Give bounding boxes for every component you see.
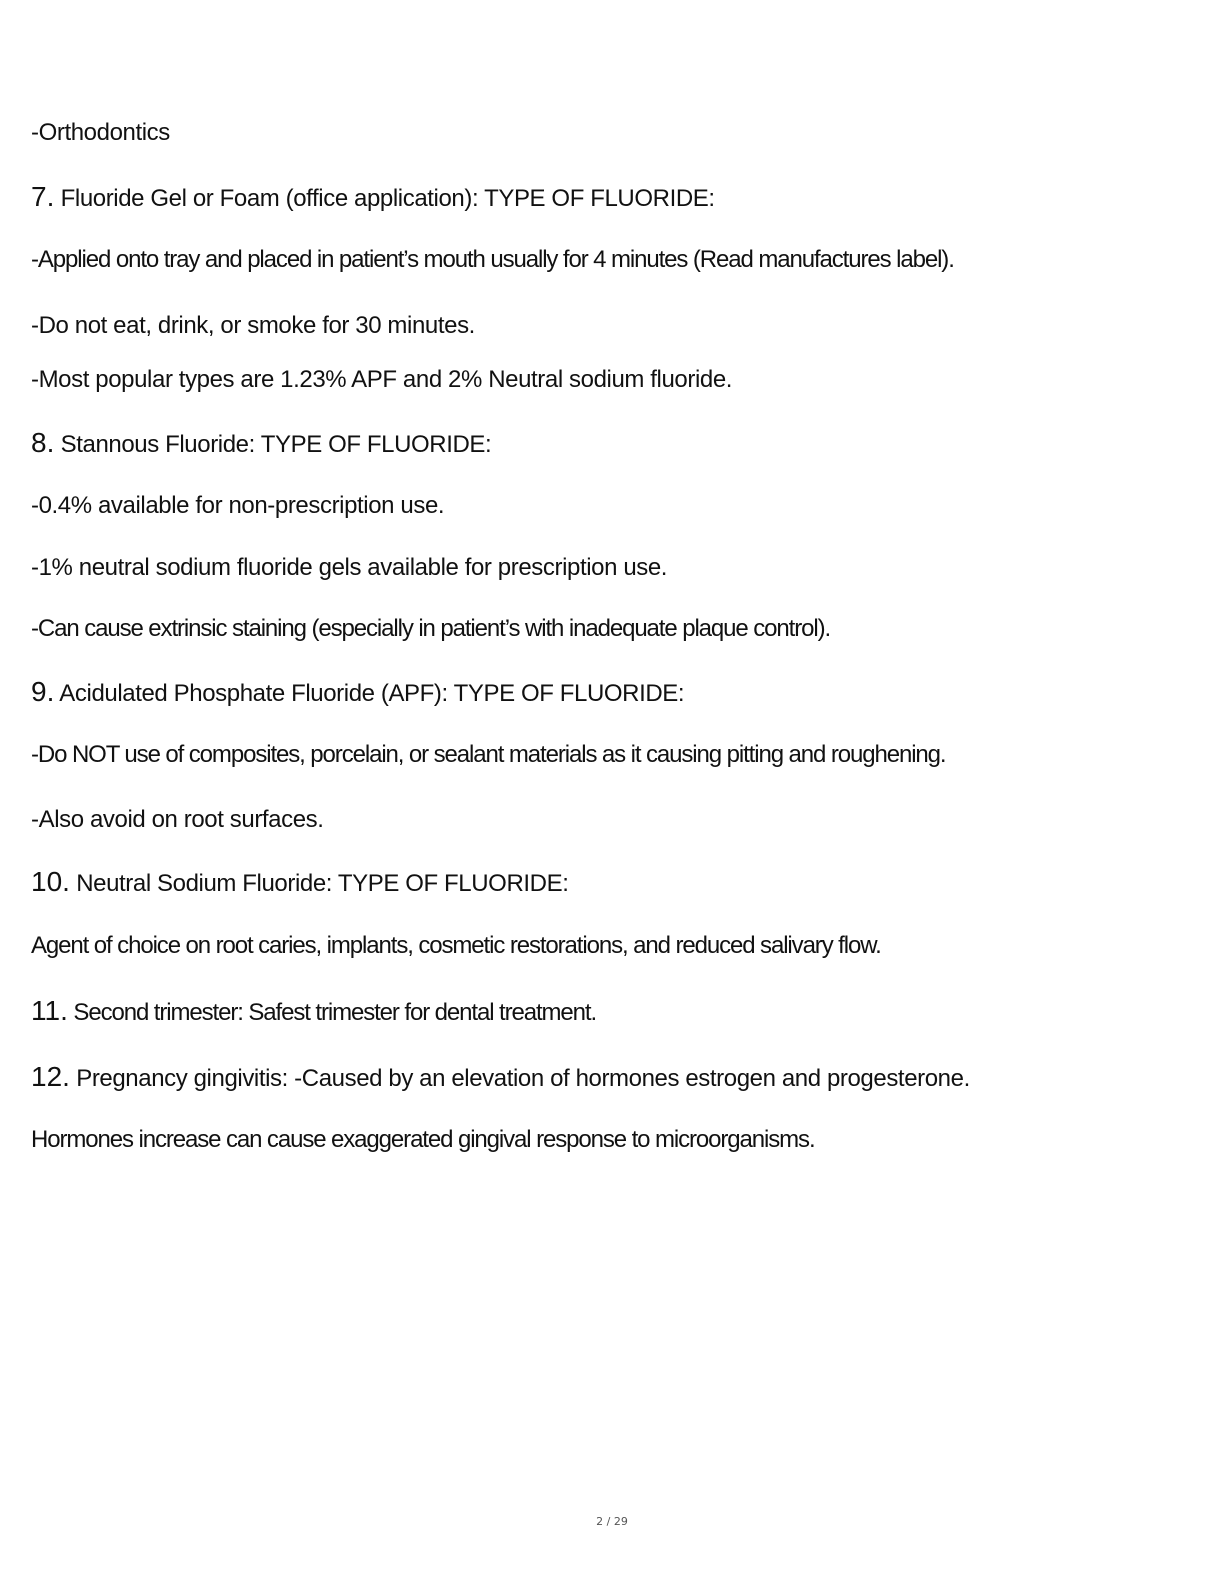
item-number: 8. — [31, 427, 55, 458]
heading-text: Stannous Fluoride: TYPE OF FLUORIDE: — [54, 431, 492, 458]
line-text: -Applied onto tray and placed in patient’s mouth usually for 4 minutes (Read manufactures label). — [31, 246, 954, 273]
heading-text: Second trimester: Safest trimester for dental treatment. — [67, 999, 597, 1026]
heading-item-10 — [31, 867, 568, 899]
item-number: 10. — [31, 866, 70, 897]
heading-text: Acidulated Phosphate Fluoride (APF): TYPE OF FLUORIDE: — [54, 680, 685, 707]
item-number: 7. — [31, 181, 55, 212]
item-number: 11. — [31, 995, 68, 1026]
text-line-applied-onto-tray — [31, 245, 954, 275]
heading-item-9 — [31, 677, 684, 709]
heading-text: Fluoride Gel or Foam (office application): TYPE OF FLUORIDE: — [54, 185, 715, 212]
text-line-non-prescription — [31, 491, 444, 521]
text-line-extrinsic-staining — [31, 614, 830, 644]
heading-item-8 — [31, 428, 491, 460]
heading-item-7 — [31, 182, 715, 214]
line-text: -Can cause extrinsic staining (especially in patient’s with inadequate plaque control). — [31, 615, 831, 642]
line-text: -Most popular types are 1.23% APF and 2% Neutral sodium fluoride. — [31, 366, 733, 393]
line-text: -Do not eat, drink, or smoke for 30 minutes. — [31, 312, 475, 339]
line-text: -Orthodontics — [31, 119, 170, 146]
line-text: Hormones increase can cause exaggerated gingival response to microorganisms. — [31, 1126, 815, 1153]
line-text: -0.4% available for non-prescription use. — [31, 492, 445, 519]
text-line-do-not-eat — [31, 311, 475, 341]
heading-item-11 — [31, 996, 596, 1028]
text-line-orthodontics — [31, 118, 170, 148]
item-number: 12. — [31, 1061, 70, 1092]
text-line-hormones-increase — [31, 1125, 815, 1155]
heading-item-12 — [31, 1062, 970, 1094]
text-line-agent-of-choice — [31, 931, 881, 961]
text-line-prescription-use — [31, 553, 667, 583]
text-line-do-not-use-composites — [31, 740, 946, 770]
line-text: -Also avoid on root surfaces. — [31, 806, 324, 833]
text-line-most-popular-types — [31, 365, 732, 395]
item-number: 9. — [31, 676, 55, 707]
line-text: -Do NOT use of composites, porcelain, or sealant materials as it causing pitting and roughening. — [31, 741, 946, 768]
line-text: -1% neutral sodium fluoride gels available for prescription use. — [31, 554, 668, 581]
heading-text: Pregnancy gingivitis: -Caused by an elevation of hormones estrogen and progesterone. — [69, 1065, 970, 1092]
heading-text: Neutral Sodium Fluoride: TYPE OF FLUORIDE: — [69, 870, 569, 897]
line-text: Agent of choice on root caries, implants, cosmetic restorations, and reduced salivary flow. — [31, 932, 881, 959]
page-number-indicator: 2 / 29 — [596, 1515, 628, 1528]
text-line-avoid-root-surfaces — [31, 805, 324, 835]
